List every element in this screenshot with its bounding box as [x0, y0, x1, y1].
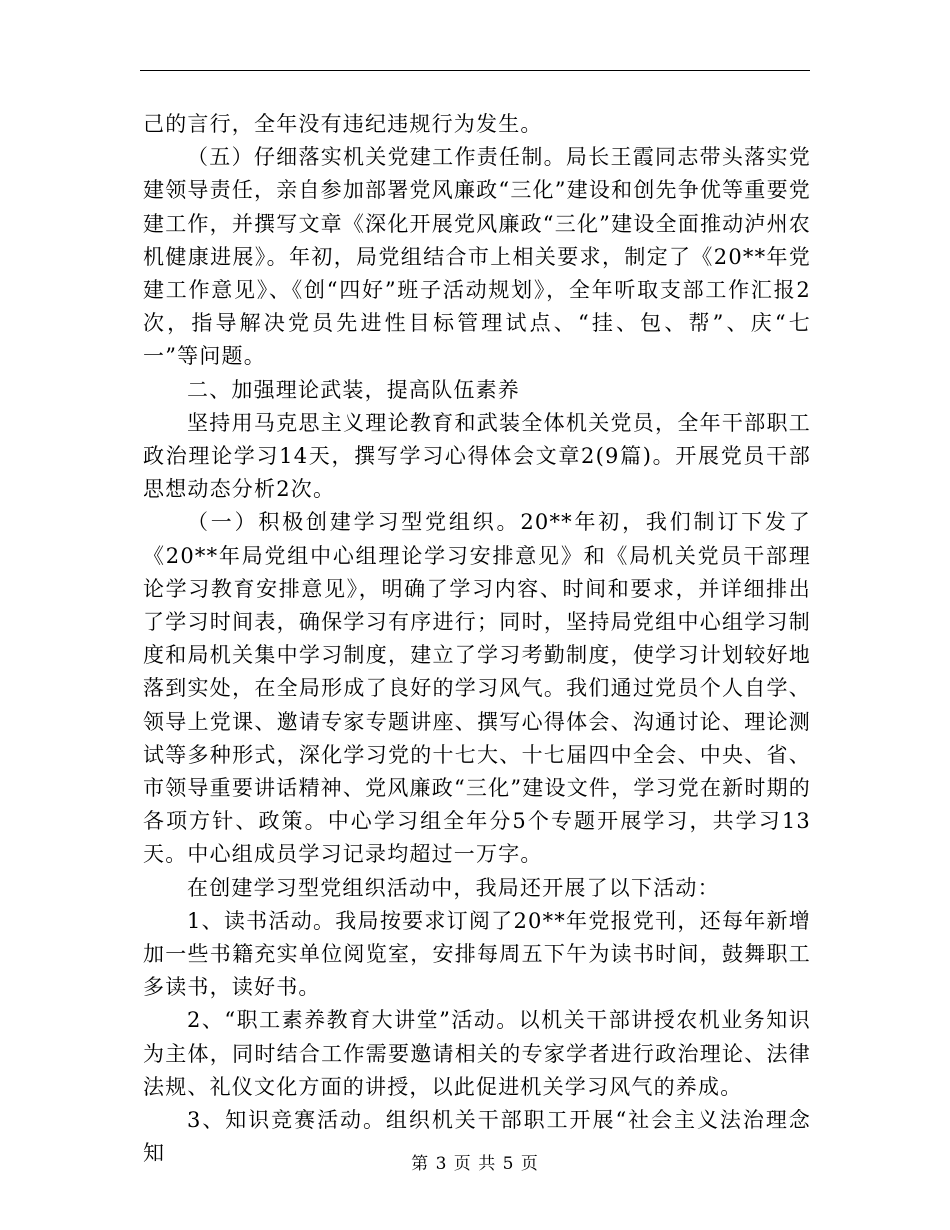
paragraph-4: 坚持用马克思主义理论教育和武装全体机关党员，全年干部职工政治理论学习14天，撰写学习心得体会文章2(9篇)。开展党员干部思想动态分析2次。 — [143, 410, 811, 502]
paragraph-2: （五）仔细落实机关党建工作责任制。局长王霞同志带头落实党建领导责任，亲自参加部署党风廉政“三化”建设和创先争优等重要党建工作，并撰写文章《深化开展党风廉政“三化”建设全面推动泸州农机健康进展》。年初，局党组结合市上相关要求，制定了《20**年党建工作意见》、《创“四好”班子活动规划》，全年听取支部工作汇报2次，指导解决党员先进性目标管理试点、“挂、包、帮”、庆“七一”等问题。 — [143, 145, 811, 369]
page-number: 第 3 页 共 5 页 — [411, 1154, 539, 1174]
paragraph-6: 在创建学习型党组织活动中，我局还开展了以下活动： — [187, 875, 720, 900]
list-item-1: 1、读书活动。我局按要求订阅了20**年党报党刊，还每年新增加一些书籍充实单位阅览室，安排每周五下午为读书时间，鼓舞职工多读书，读好书。 — [143, 908, 811, 1000]
document-body — [143, 108, 811, 1171]
header-rule — [140, 70, 810, 71]
section-heading-2: 二、加强理论武装，提高队伍素养 — [187, 377, 520, 402]
paragraph-5: （一）积极创建学习型党组织。20**年初，我们制订下发了《20**年局党组中心组理论学习安排意见》和《局机关党员干部理论学习教育安排意见》，明确了学习内容、时间和要求，并详细排出了学习时间表，确保学习有序进行；同时，坚持局党组中心组学习制度和局机关集中学习制度，建立了学习考勤制度，使学习计划较好地落到实处，在全局形成了良好的学习风气。我们通过党员个人自学、领导上党课、邀请专家专题讲座、撰写心得体会、沟通讨论、理论测试等多种形式，深化学习党的十七大、十七届四中全会、中央、省、市领导重要讲话精神、党风廉政“三化”建设文件，学习党在新时期的各项方针、政策。中心学习组全年分5个专题开展学习，共学习13天。中心组成员学习记录均超过一万字。 — [143, 510, 811, 867]
list-item-3: 3、知识竞赛活动。组织机关干部职工开展“社会主义法治理念知 — [143, 1108, 811, 1166]
paragraph-1: 己的言行，全年没有违纪违规行为发生。 — [143, 112, 543, 136]
list-item-2: 2、“职工素养教育大讲堂”活动。以机关干部讲授农机业务知识为主体，同时结合工作需要邀请相关的专家学者进行政治理论、法律法规、礼仪文化方面的讲授，以此促进机关学习风气的养成。 — [143, 1008, 811, 1099]
